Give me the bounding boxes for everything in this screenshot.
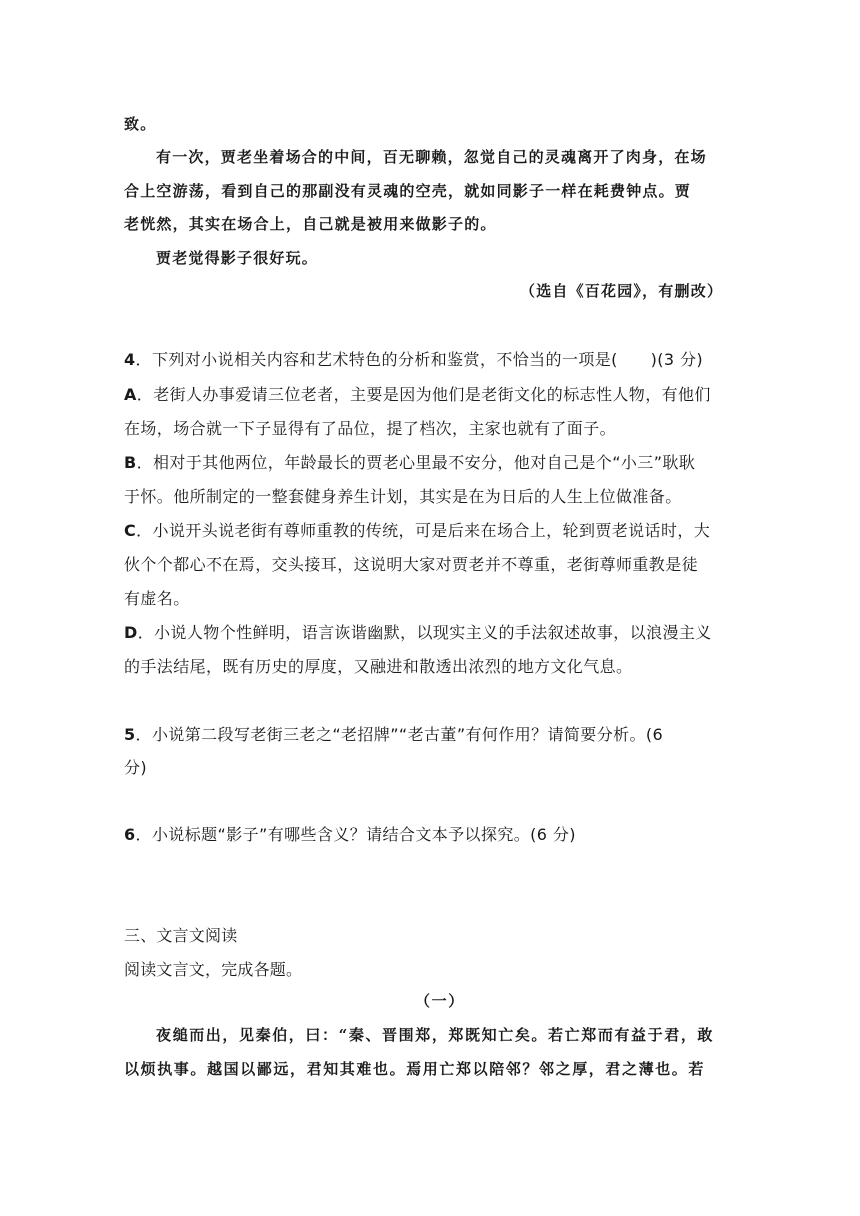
passage-part-label: （一） — [415, 992, 465, 1010]
passage-line-2: 以烦执事。越国以鄙远，君知其难也。焉用亡郑以陪邻？邻之厚，君之薄也。若 — [124, 1060, 706, 1078]
q4-option-a-line-2: 在场，场合就一下子显得有了品位，提了档次，主家也就有了面子。 — [124, 419, 617, 438]
passage-line-1: 夜缒而出，见秦伯，曰：“秦、晋围郑，郑既知亡矣。若亡郑而有益于君，敢 — [156, 1026, 715, 1044]
q4-option-b-line-1: B．相对于其他两位，年龄最长的贾老心里最不安分，他对自己是个“小三”耿耿 — [124, 453, 696, 472]
q4-stem: 4．下列对小说相关内容和艺术特色的分析和鉴赏，不恰当的一项是( )(3 分) — [124, 350, 703, 369]
q4-option-c-line-3: 有虚名。 — [124, 589, 190, 608]
story-line-2: 有一次，贾老坐着场合的中间，百无聊赖，忽觉自己的灵魂离开了肉身，在场 — [156, 148, 707, 166]
q4-option-c-line-1: C．小说开头说老街有尊师重教的传统，可是后来在场合上，轮到贾老说话时，大 — [124, 521, 711, 540]
section-instruction: 阅读文言文，完成各题。 — [124, 960, 303, 979]
q4-option-a-line-1: A．老街人办事爱请三位老者，主要是因为他们是老街文化的标志性人物，有他们 — [124, 385, 711, 404]
section-heading: 三、文言文阅读 — [124, 926, 238, 945]
story-line-5: 贾老觉得影子很好玩。 — [156, 249, 319, 267]
q5-line-1: 5．小说第二段写老街三老之“老招牌”“老古董”有何作用？请简要分析。(6 — [124, 725, 664, 744]
story-line-1: 致。 — [124, 115, 157, 133]
q4-option-c-line-2: 伙个个都心不在焉，交头接耳，这说明大家对贾老并不尊重，老街尊师重教是徒 — [124, 555, 699, 574]
story-source: （选自《百花园》，有删改） — [520, 282, 724, 300]
q4-option-d-line-1: D．小说人物个性鲜明，语言诙谐幽默，以现实主义的手法叙述故事，以浪漫主义 — [124, 623, 712, 642]
q6-line-1: 6．小说标题“影子”有哪些含义？请结合文本予以探究。(6 分) — [124, 825, 576, 844]
q5-line-2: 分) — [124, 758, 148, 777]
q4-option-b-line-2: 于怀。他所制定的一整套健身养生计划，其实是在为日后的人生上位做准备。 — [124, 487, 682, 506]
story-line-3: 合上空游荡，看到自己的那副没有灵魂的空壳，就如同影子一样在耗费钟点。贾 — [124, 182, 692, 200]
q4-option-d-line-2: 的手法结尾，既有历史的厚度，又融进和散透出浓烈的地方文化气息。 — [124, 657, 633, 676]
story-line-4: 老恍然，其实在场合上，自己就是被用来做影子的。 — [124, 215, 497, 233]
